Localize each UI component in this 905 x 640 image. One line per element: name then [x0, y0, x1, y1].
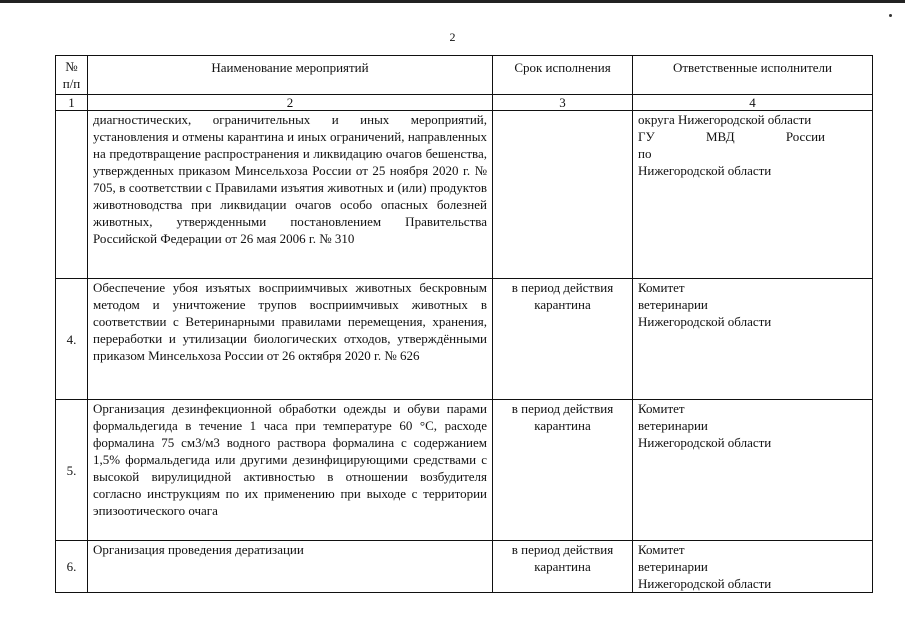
row-measure: Организация проведения дератизации [88, 541, 493, 593]
header-term: Срок исполнения [493, 56, 633, 95]
row-number [56, 111, 88, 279]
scan-top-edge [0, 0, 905, 3]
column-index: 4 [633, 95, 873, 111]
column-index: 2 [88, 95, 493, 111]
row-number: 5. [56, 400, 88, 541]
table-header-row [56, 56, 873, 95]
responsible-line: Комитет ветеринарии [638, 280, 708, 312]
row-responsible [633, 111, 873, 279]
row-number: 4. [56, 279, 88, 400]
responsible-line: Нижегородской области [638, 314, 772, 329]
header-number-line2: п/п [62, 76, 81, 91]
table-row [56, 541, 873, 593]
responsible-line: округа Нижегородской области [638, 112, 812, 127]
row-term: в период действия карантина [493, 541, 633, 593]
header-number-line1: № [65, 59, 78, 74]
scan-speck [889, 14, 892, 17]
row-responsible [633, 541, 873, 593]
table-row [56, 279, 873, 400]
responsible-line: Комитет ветеринарии [638, 401, 708, 433]
page-number: 2 [449, 30, 456, 44]
column-index-row [56, 95, 873, 111]
table-row [56, 400, 873, 541]
row-term [493, 111, 633, 279]
header-number [56, 56, 88, 95]
row-responsible [633, 279, 873, 400]
header-name: Наименование мероприятий [88, 56, 493, 95]
responsible-line: Нижегородской области [638, 576, 772, 591]
responsible-line: Комитет ветеринарии [638, 542, 708, 574]
row-responsible [633, 400, 873, 541]
responsible-line: Нижегородской области [638, 435, 772, 450]
row-measure: Обеспечение убоя изъятых восприимчивых животных бескровным методом и уничтожение трупов восприимчивых животных в соответствии с Ветеринарными правилами перемещения, хранения, переработки и утилизации биологических отходов, утверждёнными приказом Минсельхоза России от 26 октября 2020 г. № 626 [88, 279, 493, 400]
measures-table [55, 55, 873, 593]
row-number: 6. [56, 541, 88, 593]
column-index: 3 [493, 95, 633, 111]
row-measure: диагностических, ограничительных и иных мероприятий, установления и отмены карантина и иных ограничений, направленных на предотвращение распространения и ликвидацию очагов бешенства, утвержденных приказом Минсельхоза России от 25 ноября 2020 г. № 705, в соответствии с Правилами изъятия животных и (или) продуктов животноводства при ликвидации очагов особо опасных болезней животных, утвержденными постановлением Правительства Российской Федерации от 26 мая 2006 г. № 310 [88, 111, 493, 279]
row-measure: Организация дезинфекционной обработки одежды и обуви парами формальдегида в течение 1 часа при температуре 60 °С, расходе формалина 75 см3/м3 водного раствора формалина с содержанием 1,5% формальдегида или другими дезинфицирующими средствами с высокой вирулицидной активностью в отношении возбудителя согласно инструкциям по их применению при выходе с территории эпизоотического очага [88, 400, 493, 541]
row-term: в период действия карантина [493, 400, 633, 541]
row-term: в период действия карантина [493, 279, 633, 400]
responsible-line: ГУ МВД России по [638, 129, 826, 161]
column-index: 1 [56, 95, 88, 111]
responsible-line: Нижегородской области [638, 163, 772, 178]
table-row [56, 111, 873, 279]
header-responsible: Ответственные исполнители [633, 56, 873, 95]
